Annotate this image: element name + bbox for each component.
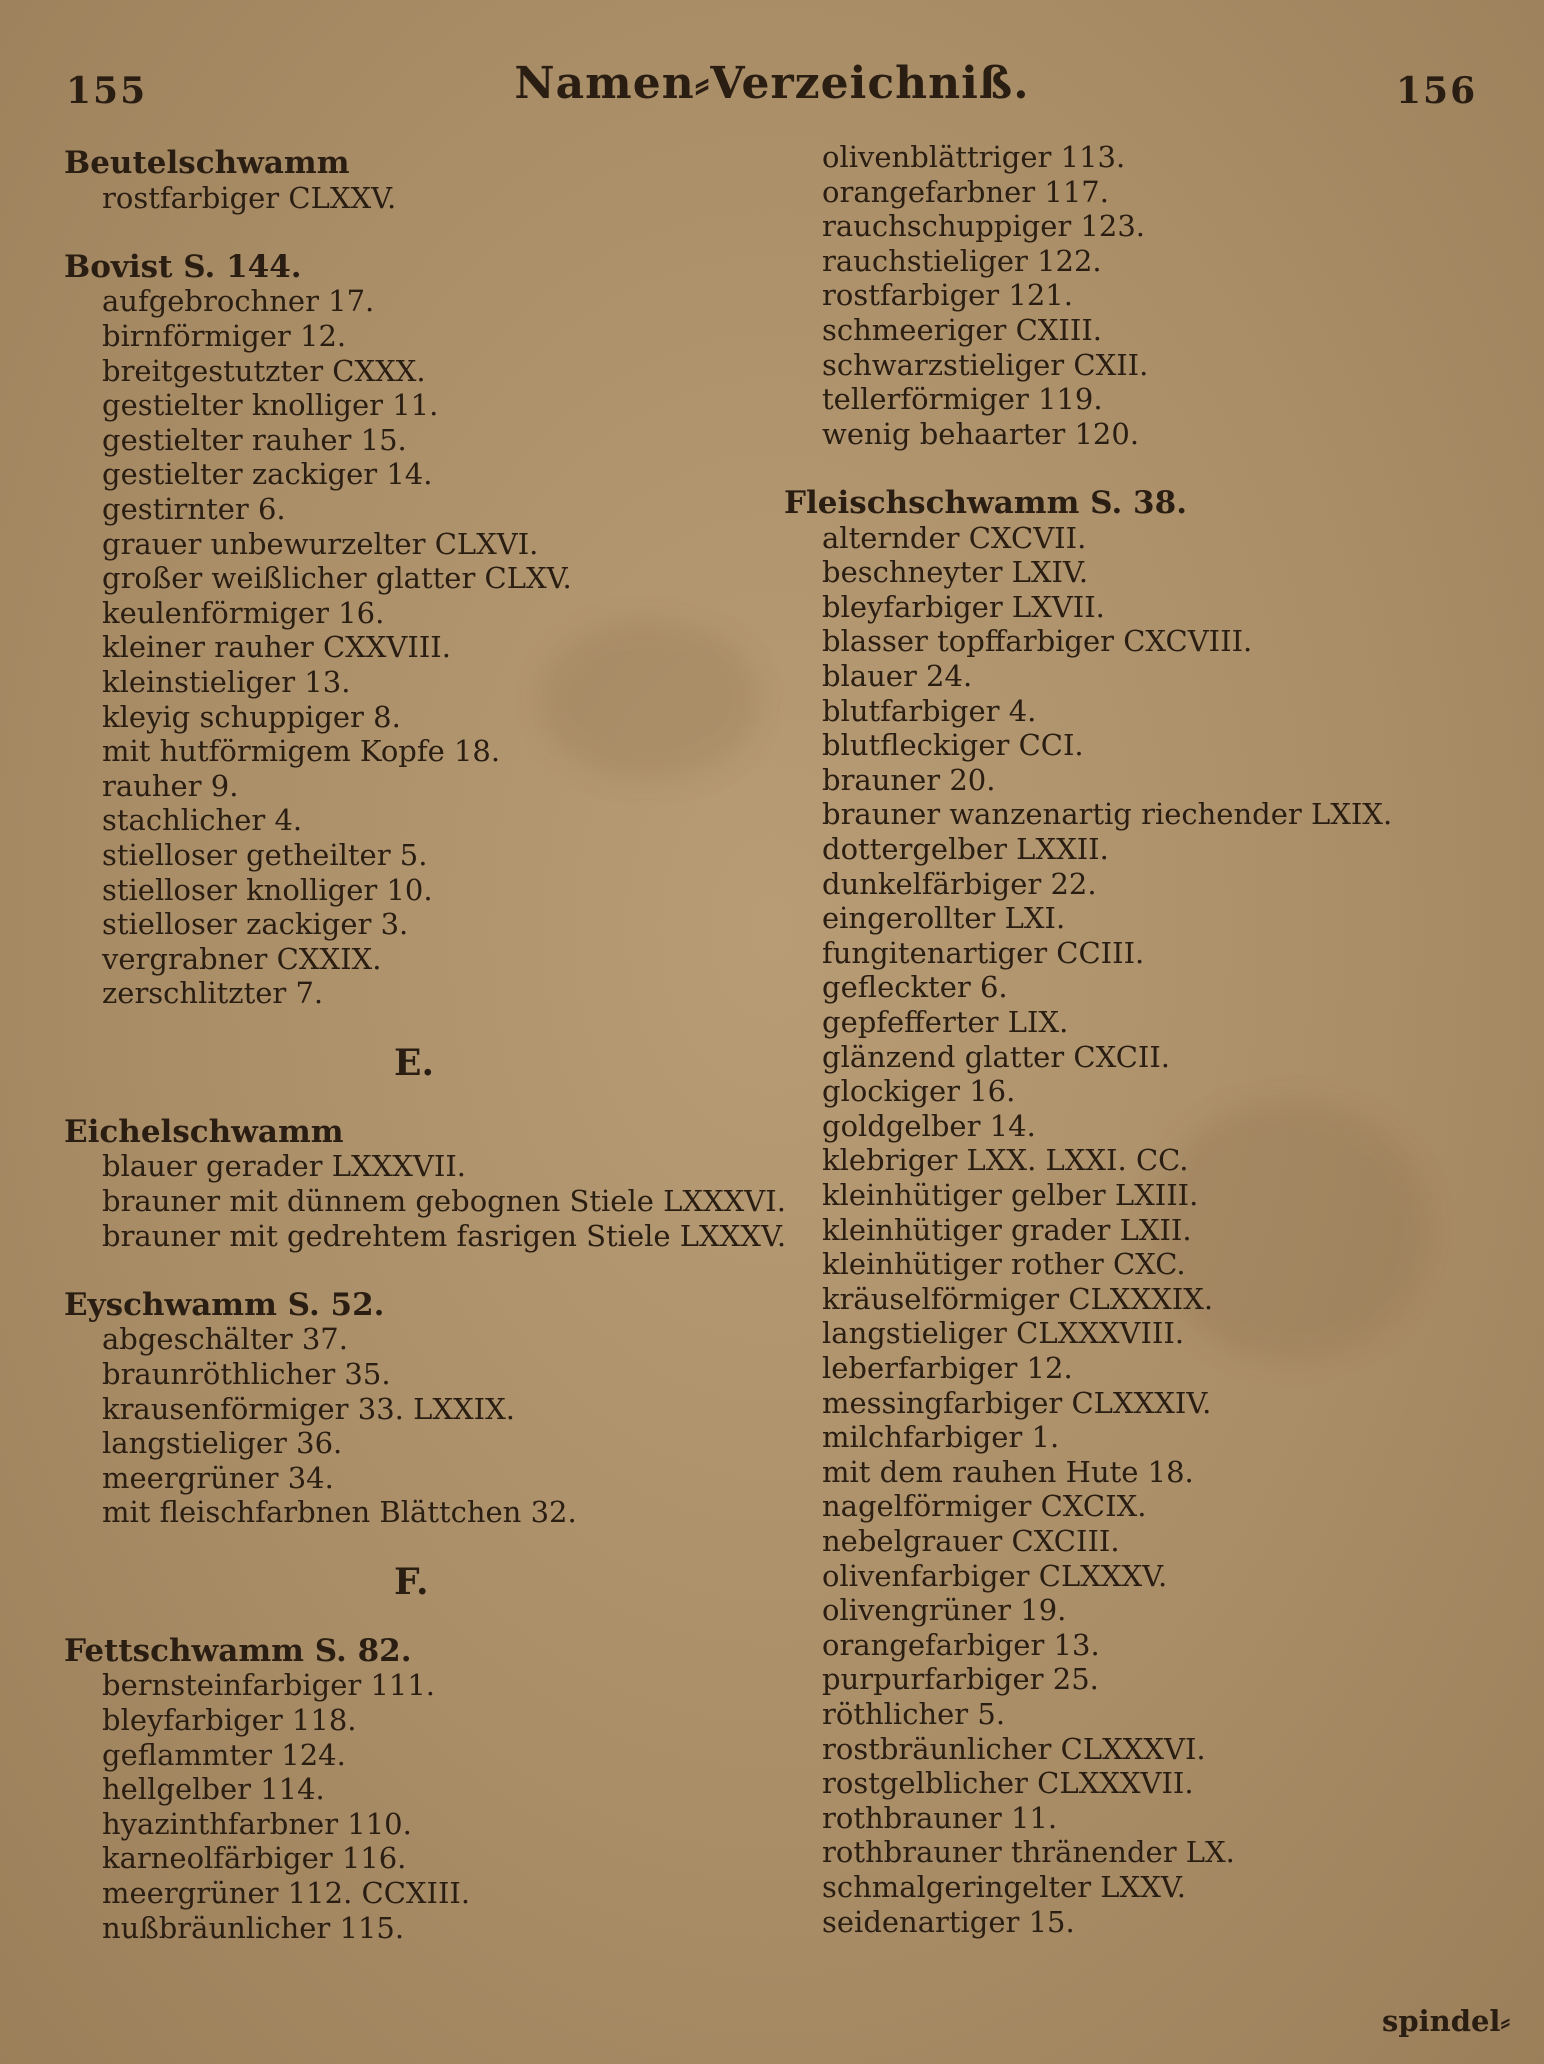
catchword: spindel⸗	[1382, 2004, 1511, 2038]
index-entry: gestielter knolliger 11.	[102, 388, 439, 423]
index-entry: olivenblättriger 113.	[822, 140, 1126, 174]
index-heading: Eyschwamm S. 52.	[64, 1286, 385, 1323]
index-entry: gestielter zackiger 14.	[102, 457, 433, 492]
index-entry: bleyfarbiger 118.	[102, 1703, 357, 1737]
index-entry: rauher 9.	[102, 768, 239, 803]
index-entry: rauchschuppiger 123.	[822, 209, 1146, 244]
index-entry: rostfarbiger 121.	[822, 278, 1073, 313]
index-entry: schwarzstieliger CXII.	[822, 347, 1149, 382]
index-entry: tellerförmiger 119.	[822, 382, 1103, 417]
index-entry: blasser topffarbiger CXCVIII.	[822, 624, 1253, 659]
index-entry: aufgebrochner 17.	[102, 284, 375, 319]
index-entry: fungitenartiger CCIII.	[822, 935, 1145, 970]
index-entry: goldgelber 14.	[822, 1108, 1036, 1143]
index-heading: Beutelschwamm	[64, 145, 350, 181]
index-entry: langstieliger CLXXXVIII.	[822, 1316, 1185, 1351]
index-entry: kleinhütiger gelber LXIII.	[822, 1178, 1199, 1212]
index-entry: dottergelber LXXII.	[822, 832, 1109, 866]
running-title: Namen⸗Verzeichniß.	[514, 58, 1030, 109]
index-entry: rostfarbiger CLXXV.	[102, 180, 397, 215]
page-header	[0, 48, 1544, 118]
index-entry: stielloser zackiger 3.	[102, 907, 409, 942]
index-entry: krausenförmiger 33. LXXIX.	[102, 1391, 515, 1426]
index-entry: röthlicher 5.	[822, 1697, 1006, 1731]
index-entry: kleinhütiger grader LXII.	[822, 1212, 1192, 1247]
index-entry: stielloser knolliger 10.	[102, 872, 433, 907]
index-entry: olivenfarbiger CLXXXV.	[822, 1558, 1168, 1593]
index-entry: großer weißlicher glatter CLXV.	[102, 561, 572, 596]
index-entry: langstieliger 36.	[102, 1426, 343, 1461]
index-entry: messingfarbiger CLXXXIV.	[822, 1385, 1212, 1420]
index-entry: alternder CXCVII.	[822, 520, 1087, 555]
index-entry: kleiner rauher CXXVIII.	[102, 630, 451, 665]
index-entry: hellgelber 114.	[102, 1772, 325, 1807]
index-entry: brauner mit gedrehtem fasrigen Stiele LXXXV.	[102, 1218, 787, 1253]
index-entry: gefleckter 6.	[822, 970, 1008, 1005]
index-entry: blutfarbiger 4.	[822, 693, 1037, 728]
section-letter: E.	[394, 1041, 434, 1084]
index-entry: stielloser getheilter 5.	[102, 838, 428, 872]
index-entry: grauer unbewurzelter CLXVI.	[102, 526, 539, 561]
index-entry: schmalgeringelter LXXV.	[822, 1870, 1186, 1904]
index-entry: nebelgrauer CXCIII.	[822, 1524, 1120, 1558]
index-entry: orangefarbner 117.	[822, 174, 1109, 209]
paper-stain	[1150, 1100, 1430, 1360]
index-entry: schmeeriger CXIII.	[822, 313, 1102, 347]
index-entry: wenig behaarter 120.	[822, 416, 1140, 451]
index-entry: eingerollter LXI.	[822, 901, 1066, 936]
index-entry: abgeschälter 37.	[102, 1322, 348, 1357]
index-entry: glänzend glatter CXCII.	[822, 1039, 1171, 1074]
index-entry: brauner wanzenartig riechender LXIX.	[822, 797, 1393, 832]
index-entry: gestirnter 6.	[102, 492, 286, 526]
index-heading: Fleischschwamm S. 38.	[784, 485, 1187, 521]
index-entry: braunröthlicher 35.	[102, 1357, 391, 1391]
index-entry: bernsteinfarbiger 111.	[102, 1668, 436, 1703]
index-entry: kleyig schuppiger 8.	[102, 699, 401, 734]
index-entry: rauchstieliger 122.	[822, 243, 1102, 278]
index-entry: rostgelblicher CLXXXVII.	[822, 1766, 1194, 1801]
index-entry: gepfefferter LIX.	[822, 1005, 1069, 1039]
index-entry: bleyfarbiger LXVII.	[822, 589, 1105, 624]
index-entry: mit dem rauhen Hute 18.	[822, 1454, 1194, 1489]
index-entry: olivengrüner 19.	[822, 1593, 1067, 1628]
index-entry: rothbrauner thränender LX.	[822, 1835, 1235, 1870]
left-page-number: 155	[66, 70, 148, 112]
index-entry: glockiger 16.	[822, 1074, 1016, 1109]
index-entry: rostbräunlicher CLXXXVI.	[822, 1731, 1206, 1766]
index-entry: vergrabner CXXIX.	[102, 941, 382, 976]
index-heading: Fettschwamm S. 82.	[64, 1632, 412, 1669]
index-entry: meergrüner 112. CCXIII.	[102, 1876, 471, 1910]
index-entry: geflammter 124.	[102, 1737, 346, 1772]
index-entry: zerschlitzter 7.	[102, 976, 324, 1011]
index-entry: nagelförmiger CXCIX.	[822, 1489, 1147, 1524]
index-entry: orangefarbiger 13.	[822, 1627, 1100, 1662]
index-heading: Eichelschwamm	[64, 1113, 344, 1150]
index-heading: Bovist S. 144.	[64, 248, 302, 285]
index-entry: gestielter rauher 15.	[102, 422, 407, 457]
index-entry: rothbrauner 11.	[822, 1800, 1058, 1835]
index-entry: kräuselförmiger CLXXXIX.	[822, 1281, 1214, 1316]
paper-stain	[540, 620, 760, 780]
index-entry: hyazinthfarbner 110.	[102, 1806, 412, 1841]
index-entry: dunkelfärbiger 22.	[822, 866, 1097, 901]
section-letter: F.	[394, 1560, 429, 1603]
index-entry: stachlicher 4.	[102, 803, 303, 838]
index-entry: blauer 24.	[822, 659, 973, 693]
index-entry: purpurfarbiger 25.	[822, 1662, 1099, 1697]
index-entry: brauner 20.	[822, 762, 996, 797]
index-entry: meergrüner 34.	[102, 1460, 334, 1495]
index-entry: klebriger LXX. LXXI. CC.	[822, 1143, 1189, 1178]
index-entry: breitgestutzter CXXX.	[102, 353, 426, 388]
index-entry: keulenförmiger 16.	[102, 595, 385, 630]
index-entry: kleinhütiger rother CXC.	[822, 1247, 1186, 1282]
index-entry: blauer gerader LXXXVII.	[102, 1149, 467, 1184]
index-entry: milchfarbiger 1.	[822, 1420, 1060, 1455]
index-entry: nußbräunlicher 115.	[102, 1910, 405, 1945]
index-entry: blutfleckiger CCI.	[822, 728, 1084, 763]
index-entry: leberfarbiger 12.	[822, 1351, 1073, 1385]
index-entry: brauner mit dünnem gebognen Stiele LXXXVI.	[102, 1184, 786, 1218]
index-entry: mit fleischfarbnen Blättchen 32.	[102, 1495, 577, 1530]
index-entry: karneolfärbiger 116.	[102, 1841, 407, 1876]
index-entry: seidenartiger 15.	[822, 1904, 1075, 1939]
index-entry: mit hutförmigem Kopfe 18.	[102, 734, 501, 769]
index-entry: kleinstieliger 13.	[102, 665, 351, 699]
index-entry: beschneyter LXIV.	[822, 555, 1089, 590]
index-entry: birnförmiger 12.	[102, 319, 347, 353]
right-page-number: 156	[1396, 70, 1478, 112]
